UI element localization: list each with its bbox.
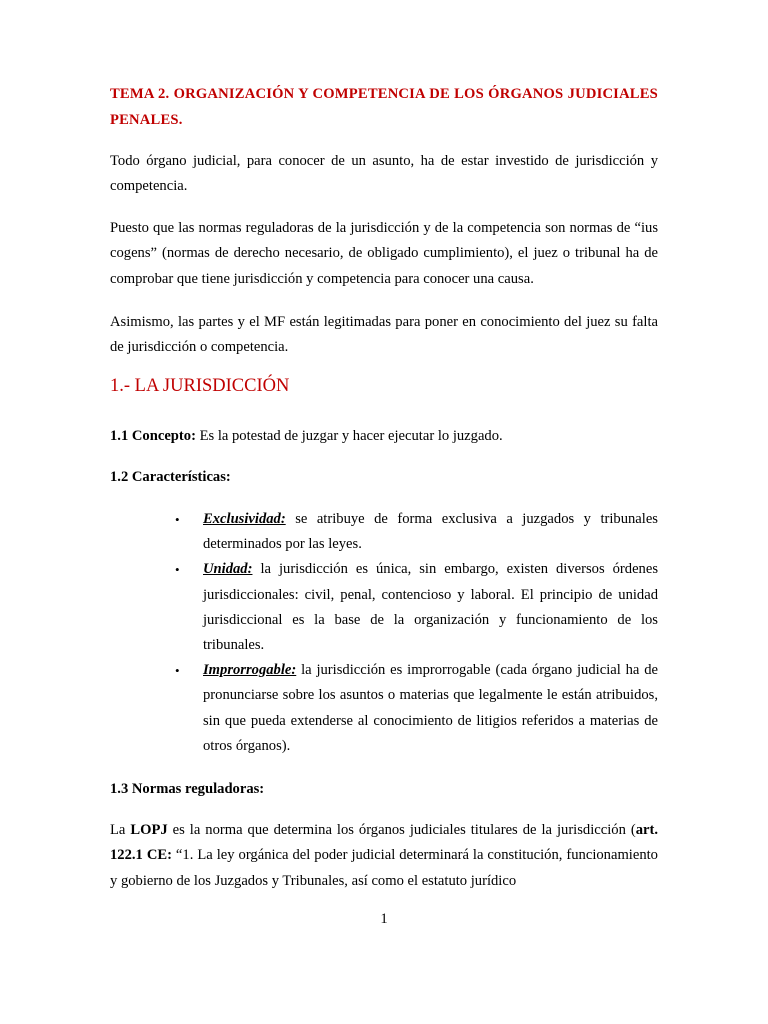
section-heading: 1.- LA JURISDICCIÓN: [110, 376, 290, 396]
term-unidad: Unidad:: [203, 561, 253, 578]
term-exclusividad: Exclusividad:: [203, 511, 286, 527]
concepto-paragraph: [110, 424, 658, 449]
bullet-text: se atribuye de forma exclusiva a juzgados y tribunales determinados por las leyes.: [203, 511, 658, 553]
lopj-text-2: es la norma que determina los órganos judiciales titulares de la jurisdicción (: [167, 822, 636, 838]
bullet-text: la jurisdicción es improrrogable (cada órgano judicial ha de pronunciarse sobre los asuntos o materias que legalmente le están atribuidos, sin que pueda extenderse al conocimiento de litigios referidos a materias de otros órganos).: [203, 662, 658, 754]
caracteristicas-heading: 1.2 Características:: [110, 469, 231, 485]
concepto-label: 1.1 Concepto:: [110, 428, 196, 444]
term-improrrogable: Improrrogable:: [203, 662, 297, 679]
list-item: [175, 507, 658, 557]
list-item: [175, 658, 658, 759]
lopj-acronym: LOPJ: [130, 822, 168, 838]
article-reference: art. 122.1 CE:: [110, 822, 658, 864]
lopj-text-1: La: [110, 822, 131, 838]
list-item: [175, 557, 658, 658]
bullet-icon: •: [175, 562, 180, 578]
bullet-icon: •: [175, 512, 180, 527]
caracteristicas-list: [175, 507, 658, 759]
document-title: TEMA 2. ORGANIZACIÓN Y COMPETENCIA DE LOS ÓRGANOS JUDICIALES PENALES.: [110, 86, 658, 128]
lopj-paragraph: [110, 818, 658, 894]
normas-heading: 1.3 Normas reguladoras:: [110, 781, 265, 797]
concepto-text: Es la potestad de juzgar y hacer ejecutar lo juzgado.: [195, 428, 503, 444]
ius-cogens-paragraph: Puesto que las normas reguladoras de la jurisdicción y de la competencia son normas de “ius cogens” (normas de derecho necesario, de obligado cumplimiento), el juez o tribunal ha de comprobar que tiene jurisdicción y competencia para conocer una causa.: [110, 220, 658, 287]
lopj-text-3: “1. La ley orgánica del poder judicial determinará la constitución, funcionamiento y gobierno de los Juzgados y Tribunales, así como el estatuto jurídico: [110, 847, 658, 889]
bullet-text: la jurisdicción es única, sin embargo, existen diversos órdenes jurisdiccionales: civil, penal, contencioso y laboral. El principio de unidad jurisdiccional es la base de la organización y funcionamiento de los tribunales.: [203, 561, 658, 654]
bullet-icon: •: [175, 663, 180, 679]
legitimation-paragraph: Asimismo, las partes y el MF están legitimadas para poner en conocimiento del juez su falta de jurisdicción o competencia.: [110, 314, 658, 356]
intro-paragraph: Todo órgano judicial, para conocer de un asunto, ha de estar investido de jurisdicción y competencia.: [110, 153, 658, 195]
page-number: 1: [380, 911, 388, 927]
